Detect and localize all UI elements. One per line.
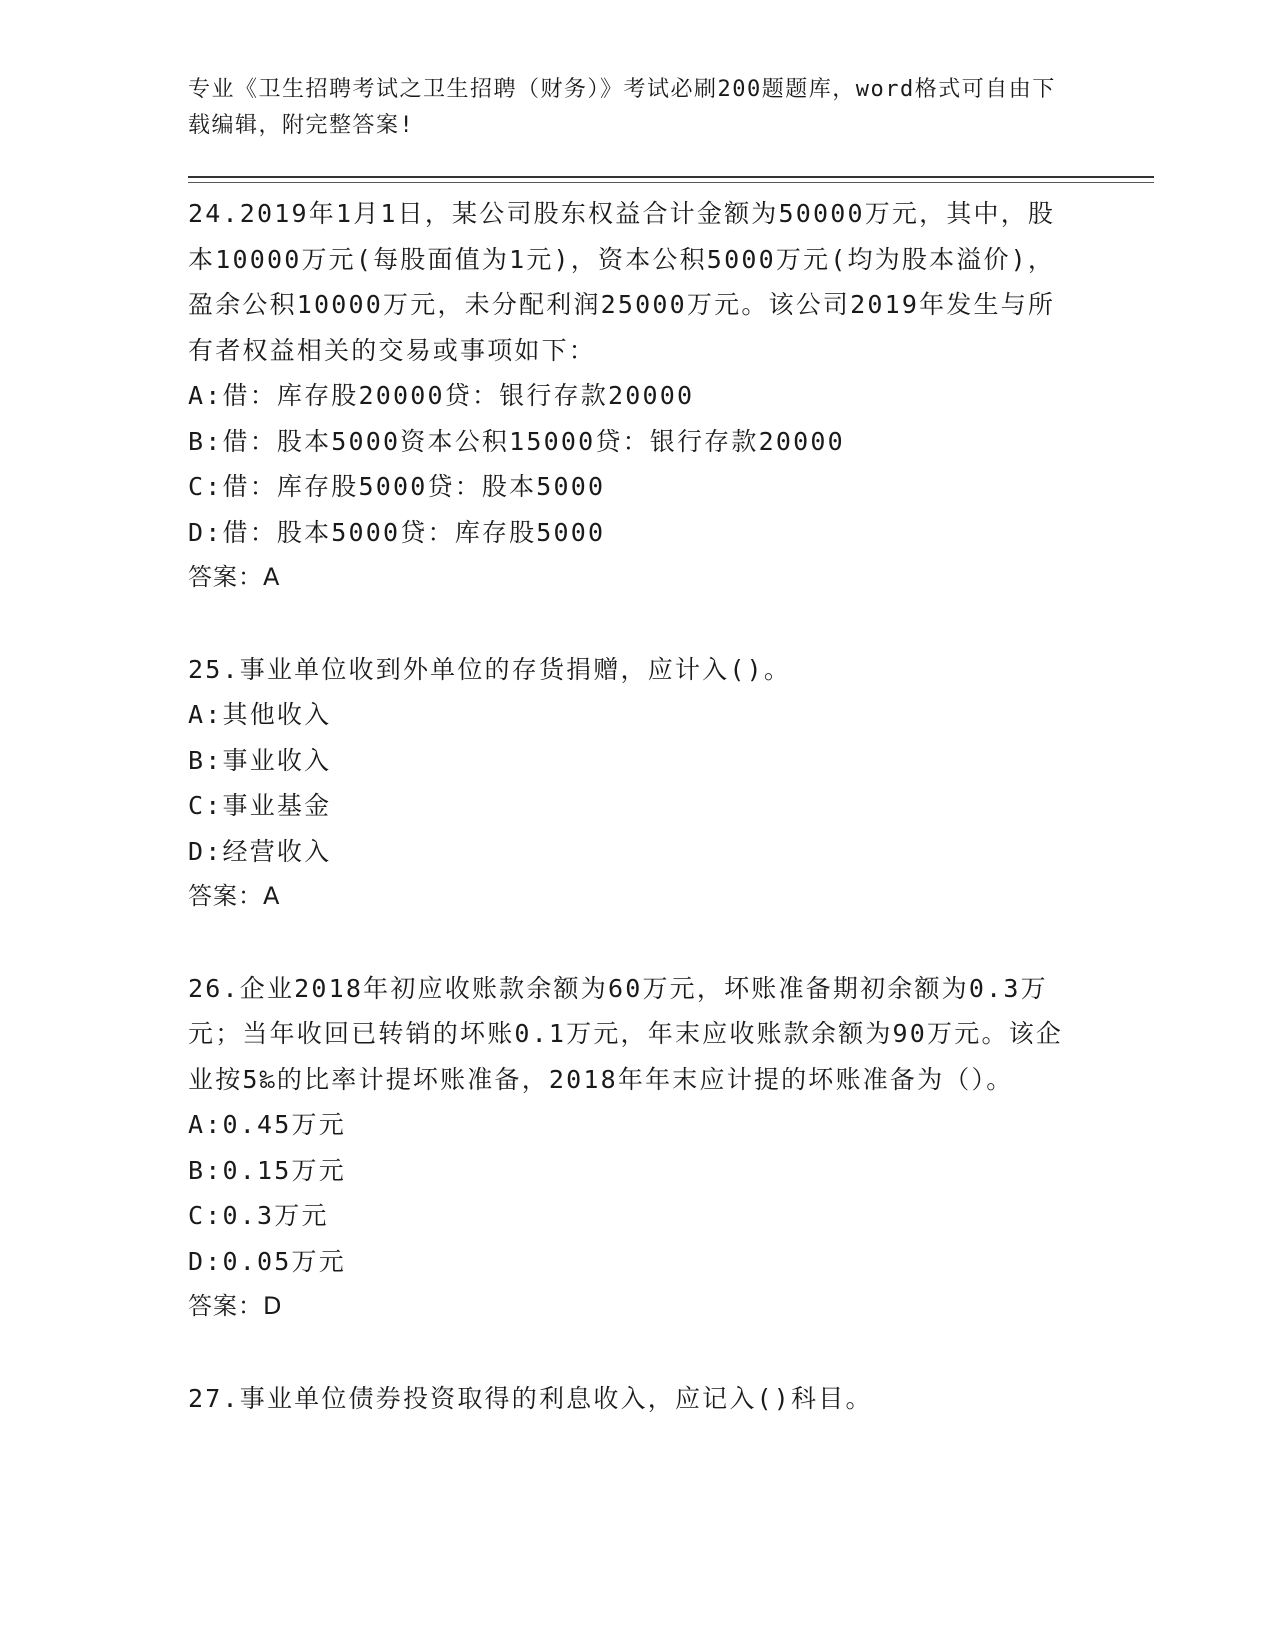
option-d: D:0.05万元 [188,1246,346,1276]
question-26 [188,966,1078,1330]
question-27 [188,1376,1078,1422]
option-c: C:借：库存股5000贷：股本5000 [188,472,606,501]
header-divider-thin [188,182,1154,183]
option-b: B:0.15万元 [188,1155,346,1185]
option-d: D:借：股本5000贷：库存股5000 [188,517,606,547]
answer-label: 答案：A [188,882,281,910]
question-list [188,191,1078,1467]
question-stem: 24.2019年1月1日，某公司股东权益合计金额为50000万元，其中，股本10000万元(每股面值为1元)，资本公积5000万元(均为股本溢价)，盈余公积10000万元，未分配利润25000万元。该公司2019年发生与所有者权益相关的交易或事项如下： [188,199,1056,365]
option-b: B:事业收入 [188,745,332,775]
header-divider-thick [188,176,1154,178]
question-stem: 26.企业2018年初应收账款余额为60万元，坏账准备期初余额为0.3万元；当年收回已转销的坏账0.1万元，年末应收账款余额为90万元。该企业按5‰的比率计提坏账准备，2018年年末应计提的坏账准备为（）。 [188,973,1064,1094]
question-25 [188,647,1078,920]
page-header: 专业《卫生招聘考试之卫生招聘（财务）》考试必刷200题题库，word格式可自由下载编辑，附完整答案! [188,77,1056,138]
option-d: D:经营收入 [188,836,332,866]
option-a: A:0.45万元 [188,1110,346,1139]
answer-label: 答案：A [188,563,281,591]
question-stem: 25.事业单位收到外单位的存货捐赠，应计入()。 [188,654,792,684]
option-c: C:事业基金 [188,791,332,820]
question-24 [188,191,1078,601]
option-a: A:其他收入 [188,700,332,729]
option-c: C:0.3万元 [188,1201,329,1230]
option-b: B:借：股本5000资本公积15000贷：银行存款20000 [188,426,845,456]
answer-label: 答案：D [188,1292,283,1320]
question-stem: 27.事业单位债券投资取得的利息收入，应记入()科目。 [188,1383,873,1413]
option-a: A:借：库存股20000贷：银行存款20000 [188,381,695,410]
